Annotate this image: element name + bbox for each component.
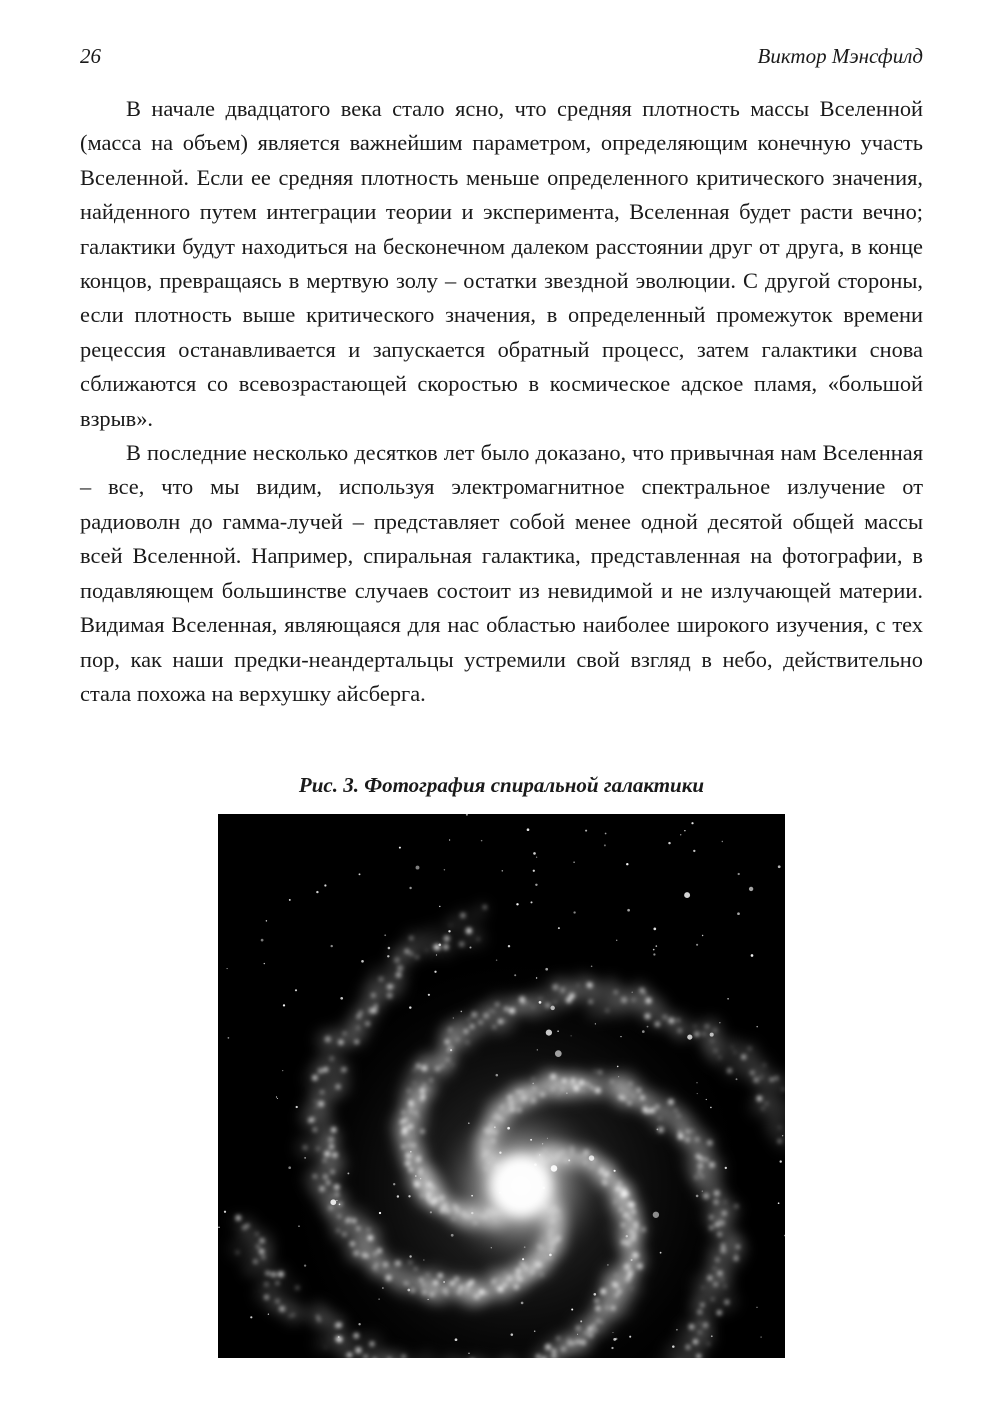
running-head [80, 44, 923, 74]
page-number: 26 [80, 44, 101, 68]
paragraph-1: В начале двадцатого века стало ясно, что средняя плотность массы Вселенной (масса на объем) является важнейшим параметром, определяющим конечную участь Вселенной. Если ее средняя плотность меньше определенного критического значения, найденного путем интеграции теории и эксперимента, Вселенная будет расти вечно; галактики будут находиться на бесконечном далеком расстоянии друг от друга, в конце концов, превращаясь в мертвую золу – остатки звездной эволюции. С другой стороны, если плотность выше критического значения, в определенный промежуток времени рецессия останавливается и запускается обратный процесс, затем галактики снова сближаются со всевозрастающей скоростью в космическое адское пламя, «большой взрыв». [80, 96, 923, 431]
author-name: Виктор Мэнсфилд [757, 44, 923, 68]
galaxy-photo [218, 814, 785, 1358]
paragraph-2: В последние несколько десятков лет было доказано, что привычная нам Вселенная – все, что мы видим, используя электромагнитное спектральное излучение от радиоволн до гамма-лучей – представляет собой менее одной десятой общей массы всей Вселенной. Например, спиральная галактика, представленная на фотографии, в подавляющем большинстве случаев состоит из невидимой и не излучающей материи. Видимая Вселенная, являющаяся для нас областью наиболее широкого изучения, с тех пор, как наши предки-неандертальцы устремили свой взгляд в небо, действительно стала похожа на верхушку айсберга. [80, 440, 923, 706]
body-text [80, 92, 923, 711]
figure-caption: Рис. 3. Фотография спиральной галактики [298, 773, 705, 797]
